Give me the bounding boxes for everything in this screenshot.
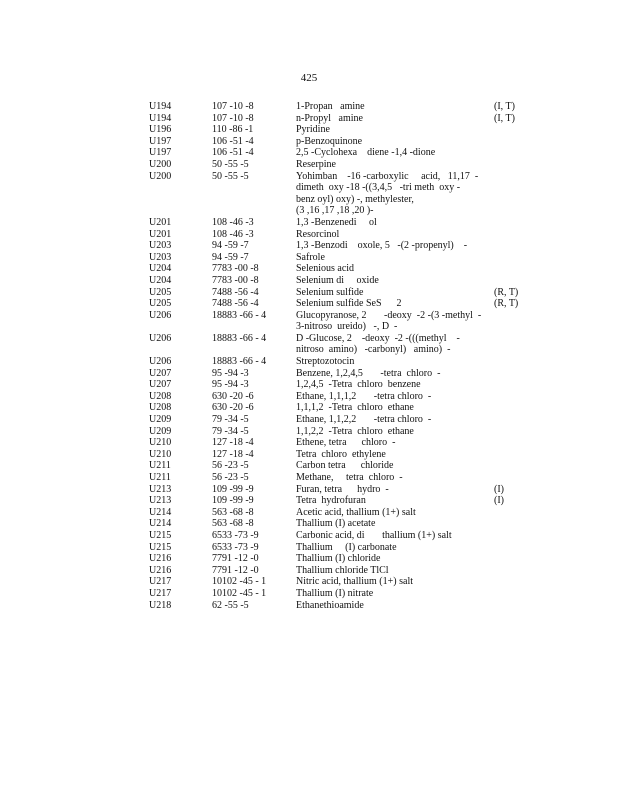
waste-code: U201 (149, 216, 172, 228)
substance-name: p-Benzoquinone (296, 135, 363, 147)
cas-number: 7783 -00 -8 (212, 274, 259, 286)
substance-name: Ethane, 1,1,1,2 -tetra chloro - (296, 390, 432, 402)
cas-number: 107 -10 -8 (212, 112, 254, 124)
cas-number: 79 -34 -5 (212, 414, 249, 426)
table-row (0, 588, 618, 600)
table-row (0, 333, 618, 356)
cas-number: 79 -34 -5 (212, 425, 249, 437)
substance-name: Thallium chloride TlCl (296, 564, 389, 576)
table-row (0, 530, 618, 542)
cas-number: 109 -99 -9 (212, 495, 254, 507)
cas-number: 563 -68 -8 (212, 506, 254, 518)
waste-code: U211 (149, 460, 171, 472)
cas-number: 108 -46 -3 (212, 228, 254, 240)
cas-number: 7791 -12 -0 (212, 564, 259, 576)
waste-code: U207 (149, 367, 172, 379)
substance-name: Streptozotocin (296, 356, 355, 368)
substance-name: D -Glucose, 2 -deoxy -2 -(((methyl - nitroso amino) -carbonyl) amino) - (296, 332, 460, 356)
substance-name: Carbon tetra chloride (296, 460, 394, 472)
cas-number: 94 -59 -7 (212, 240, 249, 252)
waste-code: U206 (149, 309, 172, 321)
substance-name: Reserpine (296, 158, 336, 170)
substance-name: Thallium (I) acetate (296, 518, 376, 530)
table-row (0, 171, 618, 217)
waste-code: U214 (149, 506, 172, 518)
table-row (0, 565, 618, 577)
substance-name: 1,3 -Benzenedi ol (296, 216, 377, 228)
substance-name: Acetic acid, thallium (1+) salt (296, 506, 416, 518)
table-row (0, 449, 618, 461)
table-row (0, 542, 618, 554)
table-row (0, 484, 618, 496)
table-row (0, 437, 618, 449)
waste-code: U209 (149, 425, 172, 437)
table-row (0, 252, 618, 264)
substance-name: Thallium (I) chloride (296, 553, 381, 565)
table-row (0, 472, 618, 484)
table-row (0, 101, 618, 113)
cas-number: 10102 -45 - 1 (212, 576, 267, 588)
substance-name: Pyridine (296, 124, 330, 136)
hazard-code: (I) (494, 495, 504, 507)
substance-name: 1,2,4,5 -Tetra chloro benzene (296, 379, 421, 391)
cas-number: 56 -23 -5 (212, 472, 249, 483)
table-row (0, 576, 618, 588)
waste-code: U215 (149, 541, 172, 553)
substance-name: Resorcinol (296, 228, 340, 240)
waste-code: U211 (149, 472, 171, 483)
cas-number: 56 -23 -5 (212, 460, 249, 472)
waste-code: U218 (149, 599, 172, 611)
cas-number: 108 -46 -3 (212, 216, 254, 228)
cas-number: 106 -51 -4 (212, 135, 254, 147)
substance-name: 1-Propan amine (296, 101, 365, 112)
cas-number: 107 -10 -8 (212, 101, 254, 112)
cas-number: 563 -68 -8 (212, 518, 254, 530)
hazard-code: (I, T) (494, 101, 515, 112)
table-row (0, 379, 618, 391)
table-row (0, 159, 618, 171)
table-row (0, 368, 618, 380)
hazard-code: (R, T) (494, 286, 519, 298)
substance-name: Selenium sulfide SeS 2 (296, 298, 402, 310)
cas-number: 95 -94 -3 (212, 367, 249, 379)
substance-name: Methane, tetra chloro - (296, 472, 403, 483)
table-row (0, 600, 618, 612)
substance-name: Ethanethioamide (296, 599, 364, 611)
cas-number: 50 -55 -5 (212, 158, 249, 170)
table-row (0, 147, 618, 159)
waste-code: U204 (149, 263, 172, 275)
cas-number: 6533 -73 -9 (212, 541, 259, 553)
substance-name: Tetra hydrofuran (296, 495, 366, 507)
waste-code: U213 (149, 483, 172, 495)
waste-code: U210 (149, 437, 172, 449)
cas-number: 110 -86 -1 (212, 124, 254, 136)
substance-name: Selenious acid (296, 263, 355, 275)
table-row (0, 275, 618, 287)
substance-name: Safrole (296, 251, 325, 263)
cas-number: 630 -20 -6 (212, 390, 254, 402)
waste-code: U216 (149, 564, 172, 576)
waste-code: U208 (149, 402, 172, 414)
waste-code: U209 (149, 414, 172, 426)
table-row (0, 263, 618, 275)
cas-number: 94 -59 -7 (212, 251, 249, 263)
substance-name: Thallium (I) carbonate (296, 541, 397, 553)
waste-code: U217 (149, 576, 172, 588)
cas-number: 18883 -66 - 4 (212, 309, 267, 321)
cas-number: 18883 -66 - 4 (212, 332, 267, 344)
waste-code: U206 (149, 356, 172, 368)
waste-code: U200 (149, 158, 172, 170)
table-row (0, 136, 618, 148)
substance-name: 1,1,2,2 -Tetra chloro ethane (296, 425, 414, 437)
waste-code: U201 (149, 228, 172, 240)
substance-name: 2,5 -Cyclohexa diene -1,4 -dione (296, 147, 436, 159)
table-row (0, 310, 618, 333)
waste-code: U205 (149, 298, 172, 310)
cas-number: 95 -94 -3 (212, 379, 249, 391)
substance-name: Tetra chloro ethylene (296, 448, 386, 460)
substance-name: Ethene, tetra chloro - (296, 437, 396, 449)
table-row (0, 391, 618, 403)
table-row (0, 287, 618, 299)
waste-code: U206 (149, 332, 172, 344)
cas-number: 106 -51 -4 (212, 147, 254, 159)
cas-number: 10102 -45 - 1 (212, 587, 267, 599)
cas-number: 127 -18 -4 (212, 448, 254, 460)
substance-name: Nitric acid, thallium (1+) salt (296, 576, 413, 588)
cas-number: 109 -99 -9 (212, 483, 254, 495)
cas-number: 6533 -73 -9 (212, 529, 259, 541)
waste-code: U197 (149, 135, 172, 147)
table-row (0, 402, 618, 414)
waste-code: U213 (149, 495, 172, 507)
table-row (0, 356, 618, 368)
waste-code: U215 (149, 529, 172, 541)
waste-code: U197 (149, 147, 172, 159)
cas-number: 18883 -66 - 4 (212, 356, 267, 368)
cas-number: 7488 -56 -4 (212, 286, 259, 298)
substance-name: Selenium sulfide (296, 286, 364, 298)
table-row (0, 460, 618, 472)
entry-list (0, 101, 618, 611)
table-row (0, 426, 618, 438)
waste-code: U210 (149, 448, 172, 460)
waste-code: U203 (149, 251, 172, 263)
waste-code: U207 (149, 379, 172, 391)
table-row (0, 124, 618, 136)
cas-number: 630 -20 -6 (212, 402, 254, 414)
cas-number: 127 -18 -4 (212, 437, 254, 449)
cas-number: 7791 -12 -0 (212, 553, 259, 565)
waste-code: U214 (149, 518, 172, 530)
cas-number: 7783 -00 -8 (212, 263, 259, 275)
substance-name: n-Propyl amine (296, 112, 363, 124)
waste-code: U200 (149, 170, 172, 182)
table-row (0, 518, 618, 530)
substance-name: 1,1,1,2 -Tetra chloro ethane (296, 402, 414, 414)
substance-name: Yohimban -16 -carboxylic acid, 11,17 - dimeth oxy -18 -((3,4,5 -tri meth oxy - benz oyl) oxy) -, methylester, (3 ,16 ,17 ,18 ,20 )- (296, 170, 479, 217)
table-row (0, 414, 618, 426)
table-row (0, 495, 618, 507)
substance-name: Thallium (I) nitrate (296, 587, 374, 599)
substance-name: Ethane, 1,1,2,2 -tetra chloro - (296, 414, 432, 426)
substance-name: Selenium di oxide (296, 274, 379, 286)
substance-name: 1,3 -Benzodi oxole, 5 -(2 -propenyl) - (296, 240, 468, 252)
hazard-code: (I) (494, 483, 504, 495)
substance-name: Glucopyranose, 2 -deoxy -2 -(3 -methyl - 3-nitroso ureido) -, D - (296, 309, 482, 333)
waste-code: U205 (149, 286, 172, 298)
waste-code: U203 (149, 240, 172, 252)
cas-number: 62 -55 -5 (212, 599, 249, 611)
waste-code: U194 (149, 101, 172, 112)
waste-code: U216 (149, 553, 172, 565)
waste-code: U217 (149, 587, 172, 599)
hazard-code: (I, T) (494, 112, 515, 124)
table-row (0, 229, 618, 241)
table-row (0, 507, 618, 519)
waste-code: U196 (149, 124, 172, 136)
substance-name: Carbonic acid, di thallium (1+) salt (296, 529, 452, 541)
substance-name: Benzene, 1,2,4,5 -tetra chloro - (296, 367, 441, 379)
cas-number: 50 -55 -5 (212, 170, 249, 182)
table-row (0, 240, 618, 252)
waste-code: U204 (149, 274, 172, 286)
cas-number: 7488 -56 -4 (212, 298, 259, 310)
table-row (0, 553, 618, 565)
page-number: 425 (300, 72, 318, 84)
table-row (0, 217, 618, 229)
hazard-code: (R, T) (494, 298, 519, 310)
waste-code: U208 (149, 390, 172, 402)
table-row (0, 298, 618, 310)
substance-name: Furan, tetra hydro - (296, 483, 389, 495)
table-row (0, 113, 618, 125)
waste-code: U194 (149, 112, 172, 124)
